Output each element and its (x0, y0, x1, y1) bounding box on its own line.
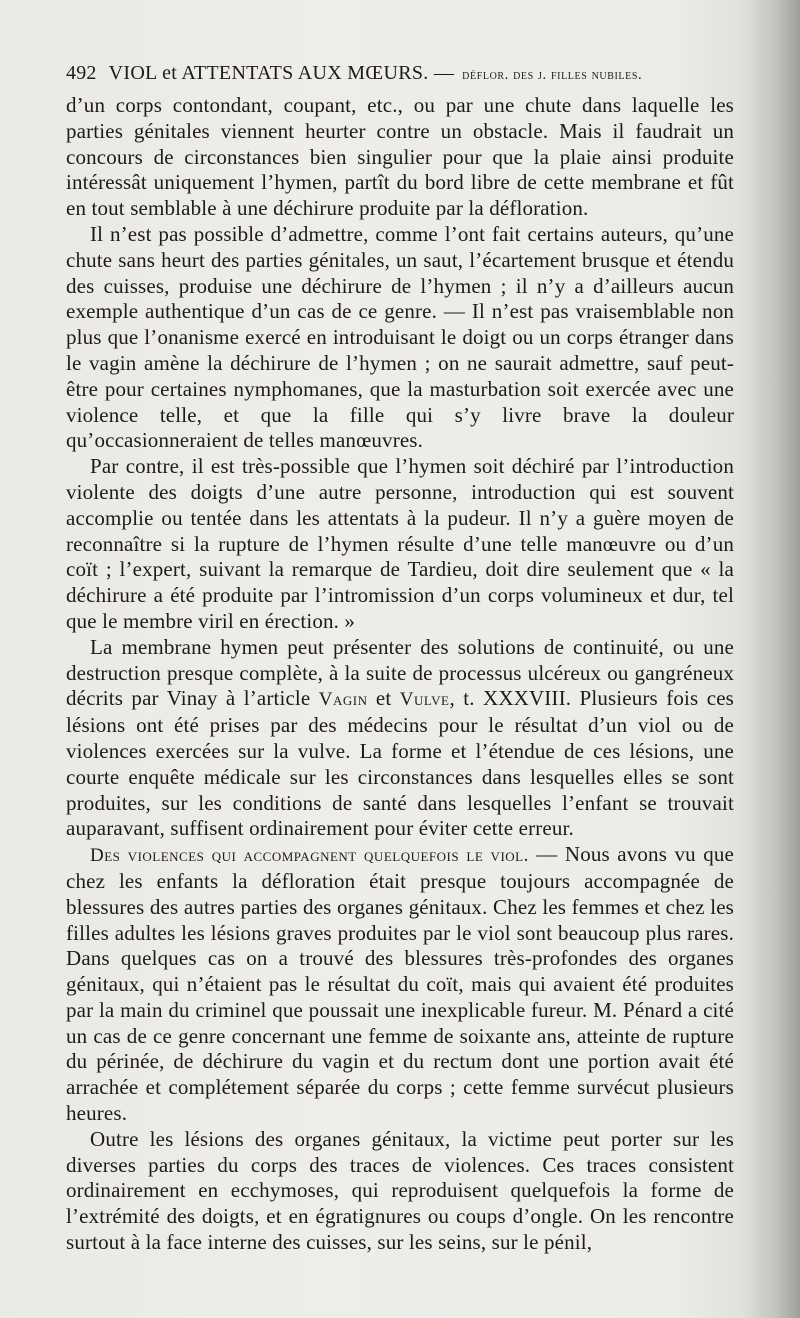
paragraph-3: Par contre, il est très-possible que l’hymen soit déchiré par l’introduction violente des doigts d’une autre personne, introduction qui est souvent accomplie ou tentée dans les attentats à la pudeur. Il n’y a guère moyen de reconnaître si la rupture de l’hymen résulte d’une telle manœuvre ou d’un coït ; l’expert, suivant la remarque de Tardieu, doit dire seulement que « la déchirure a été produite par l’intromission d’un corps volumineux et dur, tel que le membre viril en érection. » (66, 454, 734, 633)
page-number: 492 (66, 62, 97, 84)
paragraph-4-text-c: , t. XXXVIII. Plusieurs fois ces lésions ont été prises par des médecins pour le résultat d’un viol ou de violences exercées sur la vulve. La forme et l’étendue de ces lésions, une courte enquête médicale sur les circonstances dans lesquelles elles se sont produites, sur les conditions de santé dans lesquelles l’enfant se trouvait auparavant, suffisent ordinairement pour éviter cette erreur. (66, 686, 735, 841)
paragraph-4-text-a: La membrane hymen peut présenter des solutions de continuité, ou une destruction presque complète, à la suite de processus ulcéreux ou gangréneux décrits par Vinay à l’article (66, 634, 734, 711)
section-heading: Des violences qui accompagnent quelquefois le viol. (90, 845, 529, 867)
running-title: VIOL et ATTENTATS AUX MŒURS. — (108, 62, 455, 84)
paragraph-4-text-b: et (367, 686, 400, 711)
paragraph-5 (66, 842, 734, 1127)
paragraph-1: d’un corps contondant, coupant, etc., ou par une chute dans laquelle les parties génitales viennent heurter contre un obstacle. Mais il faudrait un concours de circonstances bien singulier pour que la plaie ainsi produite intéressât uniquement l’hymen, partît du bord libre de cette membrane et fût en tout semblable à une déchirure produite par la défloration. (66, 93, 734, 221)
running-section: déflor. des j. filles nubiles. (462, 67, 643, 83)
body-text (66, 93, 734, 1256)
paragraph-4 (66, 635, 734, 842)
article-ref-vagin: Vagin (318, 689, 368, 711)
paragraph-2: Il n’est pas possible d’admettre, comme l’ont fait certains auteurs, qu’une chute sans heurt des parties génitales, un saut, l’écartement brusque et étendu des cuisses, produise une déchirure de l’hymen ; il n’y a d’ailleurs aucun exemple authentique d’un cas de ce genre. — Il n’est pas vraisemblable non plus que l’onanisme exercé en introduisant le doigt ou un corps étranger dans le vagin amène la déchirure de l’hymen ; on ne saurait admettre, sauf peut-être pour certaines nymphomanes, que la masturbation soit exercée avec une violence telle, et que la fille qui s’y livre brave la douleur qu’occasionneraient de telles manœuvres. (66, 221, 734, 453)
page-edge-shadow (742, 0, 800, 1318)
paragraph-6: Outre les lésions des organes génitaux, la victime peut porter sur les diverses parties du corps des traces de violences. Ces traces consistent ordinairement en ecchymoses, qui reproduisent quelquefois la forme de l’extrémité des doigts, et en égratignures ou coups d’ongle. On les rencontre surtout à la face interne des cuisses, sur les seins, sur le pénil, (66, 1126, 734, 1255)
running-header (66, 62, 730, 85)
article-ref-vulve: Vulve (399, 689, 450, 711)
paragraph-5-text: — Nous avons vu que chez les enfants la défloration était presque toujours accompagnée de blessures des autres parties des organes génitaux. Chez les femmes et chez les filles adultes les lésions graves produites par le viol sont beaucoup plus rares. Dans quelques cas on a trouvé des blessures très-profondes des organes génitaux, qui n’étaient pas le résultat du coït, mais qui avaient été produites par la main du criminel que poussait une inexplicable fureur. M. Pénard a cité un cas de ce genre concernant une femme de soixante ans, atteinte de rupture du périnée, de déchirure du vagin et du rectum dont une portion avait été arrachée et complétement séparée du corps ; cette femme survécut plusieurs heures. (66, 842, 734, 1126)
